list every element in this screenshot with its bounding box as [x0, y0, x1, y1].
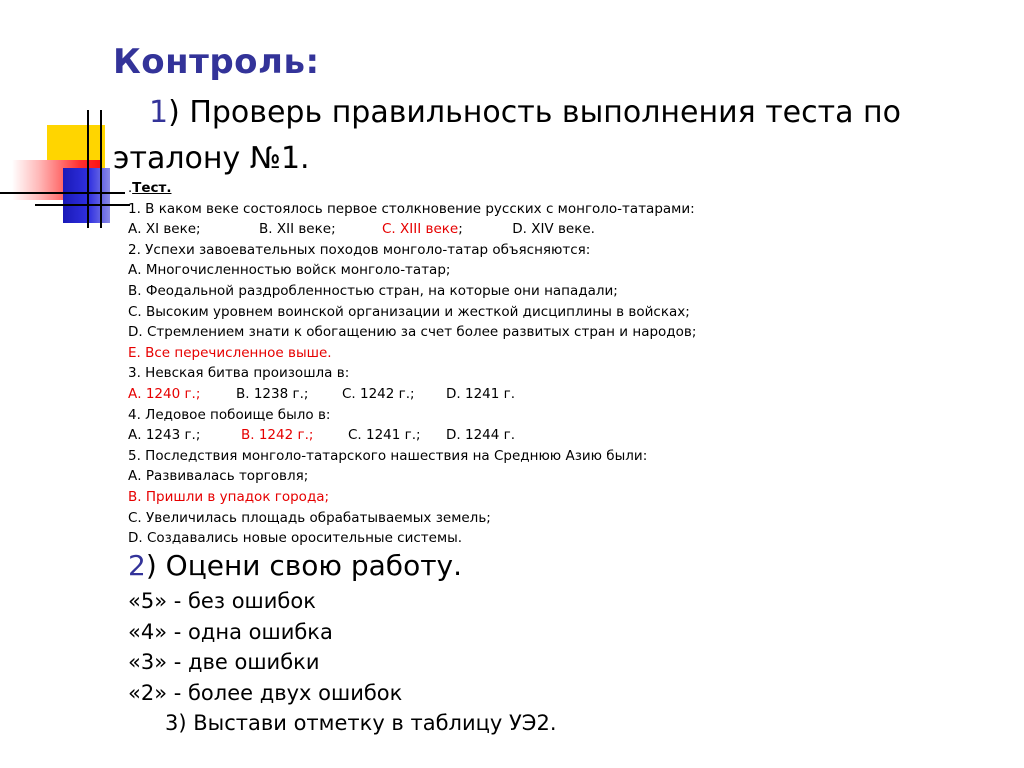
q5-option-c: С. Увеличилась площадь обрабатываемых земель;: [128, 509, 491, 526]
test-heading-label: Тест.: [132, 180, 172, 196]
test-heading: [128, 178, 998, 199]
q1-option-a: А. XI веке;: [128, 221, 201, 238]
q1-option-c-correct: С. XIII веке: [382, 221, 459, 238]
q4-option-c: С. 1241 г.;: [348, 427, 421, 444]
question-3: 3. Невская битва произошла в:: [128, 365, 350, 382]
grade-2: «2» - более двух ошибок: [128, 680, 403, 705]
question-1-options: [128, 219, 998, 240]
q1-option-d: D. XIV веке.: [512, 221, 595, 238]
step-2-text: ) Оцени свою работу.: [145, 549, 462, 582]
q3-option-a-correct: А. 1240 г.;: [128, 385, 201, 402]
q5-option-d: D. Создавались новые оросительные системы.: [128, 530, 463, 547]
grading-scale: [128, 586, 402, 708]
decor-vertical-line: [100, 110, 102, 228]
decor-horizontal-line: [35, 204, 130, 206]
q2-option-a: А. Многочисленностью войск монголо-татар;: [128, 262, 451, 279]
q3-option-d: D. 1241 г.: [446, 385, 516, 402]
q2-option-b: В. Феодальной раздробленностью стран, на которые они нападали;: [128, 282, 618, 299]
grade-5: «5» - без ошибок: [128, 589, 316, 613]
step-1-number: 1: [149, 95, 169, 130]
step-2: [128, 546, 462, 586]
test-block: [128, 178, 998, 549]
grade-4: «4» - одна ошибка: [128, 619, 333, 644]
decor-horizontal-line: [0, 192, 125, 194]
question-2: 2. Успехи завоевательных походов монголо-татар объясняются:: [128, 241, 591, 258]
q4-option-a: А. 1243 г.;: [128, 427, 201, 444]
q3-option-c: С. 1242 г.;: [342, 385, 415, 402]
decor-vertical-line: [87, 110, 89, 228]
step-1: [113, 90, 1003, 182]
step-3: 3) Выстави отметку в таблицу УЭ2.: [165, 711, 557, 735]
question-4: 4. Ледовое побоище было в:: [128, 406, 331, 423]
question-3-options: [128, 384, 998, 405]
q5-option-a: А. Развивалась торговля;: [128, 468, 309, 485]
step-1-text: ) Проверь правильность выполнения теста по эталону №1.: [113, 95, 901, 176]
q2-option-c: С. Высоким уровнем воинской организации и жесткой дисциплины в войсках;: [128, 303, 690, 320]
q1-option-b: В. XII веке;: [259, 221, 336, 238]
grade-3: «3» - две ошибки: [128, 650, 320, 674]
q2-option-d: D. Стремлением знати к обогащению за счет более развитых стран и народов;: [128, 324, 697, 341]
q3-option-b: В. 1238 г.;: [236, 385, 309, 402]
q1-option-c-punct: ;: [458, 221, 463, 238]
question-1: 1. В каком веке состоялось первое столкновение русских с монголо-татарами:: [128, 200, 695, 217]
q5-option-b-correct: В. Пришли в упадок города;: [128, 488, 330, 505]
question-5: 5. Последствия монголо-татарского нашествия на Среднюю Азию были:: [128, 447, 648, 464]
question-4-options: [128, 425, 998, 446]
q2-option-e-correct: Е. Все перечисленное выше.: [128, 344, 332, 361]
slide-title: Контроль:: [113, 42, 320, 82]
step-2-number: 2: [128, 549, 146, 582]
q4-option-b-correct: В. 1242 г.;: [241, 427, 314, 444]
q4-option-d: D. 1244 г.: [446, 427, 516, 444]
test-heading-dot: .: [128, 181, 133, 196]
